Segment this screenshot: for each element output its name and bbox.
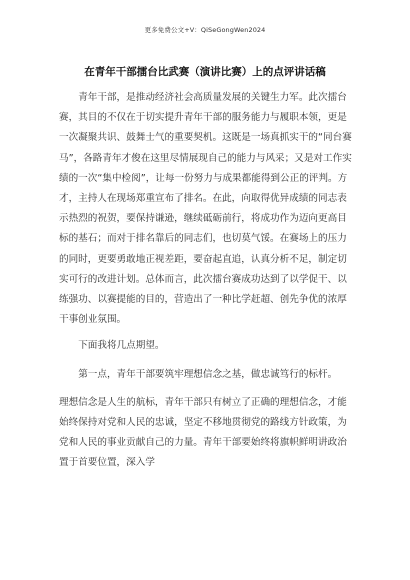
header-note: 更多免费公文+V：QiSeGongWen2024 [144,26,266,34]
paragraph: 下面我将几点期望。 [78,340,165,352]
paragraph: 青年干部，是推动经济社会高质量发展的关键生力军。此次擂台赛，其目的不仅在于切实提升青年干部的服务能力与履职本领，更是一次凝聚共识、鼓舞士气的重要契机。这既是一场真抓实干的“同台赛马”，各路青年才俊在这里尽情展现自己的能力与风采；又是对工作实绩的一次“集中检阅”，让每一份努力与成果都能得到公正的评判。方才，主持人在现场郑重宣布了排名。在此，向取得优异成绩的同志表示热烈的祝贺，要保持谦逊，继续砥砺前行，将成功作为迈向更高目标的基石；而对于排名靠后的同志们，也切莫气馁。在赛场上的压力的同时，更要勇敢地正视差距，要奋起直追，认真分析不足，制定切实可行的改进计划。总体而言，此次擂台赛成功达到了以学促干、以练强功、以赛提能的目的，营造出了一种比学赶超、创先争优的浓厚干事创业氛围。 [59,92,352,326]
document-body [59,88,355,474]
paragraph: 理想信念是人生的航标，青年干部只有树立了正确的理想信念，才能始终保持对党和人民的忠诚，坚定不移地贯彻党的路线方针政策，为党和人民的事业贡献自己的力量。青年干部要始终将旗帜鲜明讲政治置于首要位置，深入学 [59,396,347,469]
document-title: 在青年干部擂台比武赛（演讲比赛）上的点评讲话稿 [84,66,326,78]
paragraph: 第一点，青年干部要筑牢理想信念之基，做忠诚笃行的标杆。 [78,368,338,380]
